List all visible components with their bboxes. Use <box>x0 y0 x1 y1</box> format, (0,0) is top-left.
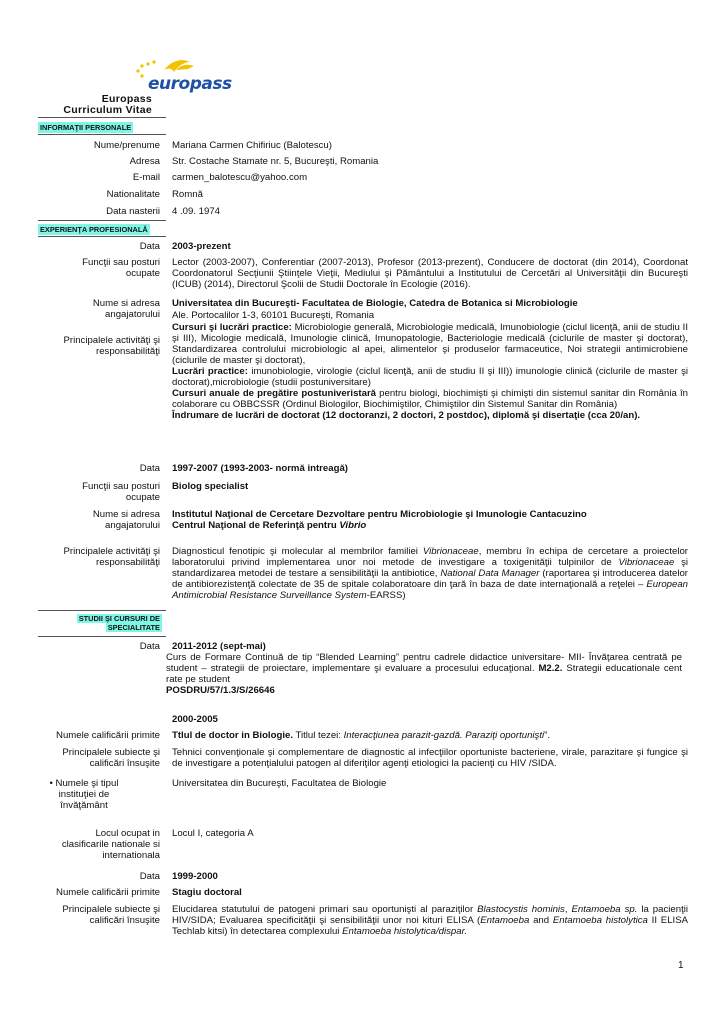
date-label: Data <box>139 463 160 474</box>
divider <box>38 220 166 221</box>
subjects-value: Tehnici convenţionale şi complementare de diagnostic al infecţiilor oportuniste bacteriene, virale, parazitare şi fungice şi de investigare a potenţialului patogen al diferiţilor agenţi etiologici la pacienţi cu HIV /SIDA. <box>172 747 688 769</box>
divider <box>38 134 166 135</box>
institution-value: Universitatea din Bucureşti, Facultatea de Biologie <box>172 778 387 789</box>
section-personal: INFORMAŢII PERSONALE <box>40 123 132 132</box>
divider <box>38 636 166 637</box>
date-label: Data <box>139 241 160 252</box>
job-date: 2003-prezent <box>172 241 231 252</box>
job-function: Lector (2003-2007), Conferentiar (2007-2013), Profesor (2013-prezent), Conducere de doctorat (din 2014), Coordonat Coordonatorul Secţiunii Ştiinţele Vieţii, Mediului şi Pământului a Institutului de Cercetări al Universităţii din Bucureşti (ICUB) (2014), Directorul Şcolii de Studii Doctorale în Ecologie (2016). <box>172 257 688 290</box>
job-activities: Diagnosticul fenotipic şi molecular al membrilor familiei Vibrionaceae, membru în echipa de cercetare a proiectelor laboratorului privind implementarea unor noi metode de investigare a toxigenităţii tulpinilor de Vibrionaceae şi standardizarea metodei de testare a sensibilităţii la antibiotice, National Data Manager (raportarea şi introducerea datelor de antibiorezistenţă colectate de 35 de spitale colaboratoare din ţară în baza de date internaţională a reţelei – European Antimicrobial Resistance Surveillance System-EARSS) <box>172 546 689 601</box>
divider <box>38 610 166 611</box>
section-studies: STUDII ŞI CURSURI DE SPECIALITATE <box>78 614 160 632</box>
birth-label: Data nasterii <box>106 206 160 217</box>
qualification-value: Ttlul de doctor in Biologie. Titlul tezei: Interacţiunea parazit-gazdă. Paraziţi oportunişti”. <box>172 730 551 741</box>
email-label: E-mail <box>132 172 160 183</box>
job-date: 1997-2007 (1993-2003- normă intreagă) <box>172 463 348 474</box>
page-number: 1 <box>678 960 684 971</box>
address-label: Adresa <box>129 156 160 167</box>
name-value: Mariana Carmen Chifiriuc (Balotescu) <box>172 140 332 151</box>
institution-label: • Numele şi tipul instituţiei de învăţământ <box>49 778 119 811</box>
subjects-value: Elucidarea statutului de patogeni primari sau oportunişti al paraziţilor Blastocystis hominis, Entamoeba sp. la pacienţii HIV/SIDA; Evaluarea specificităţii şi sensibilităţii unor noi kituri ELISA (Entamoeba and Entamoeba histolytica II ELISA Techlab kitsi) în detectarea complexului Entamoeba histolytica/dispar. <box>172 904 689 937</box>
job-employer-address: Ale. Portocalilor 1-3, 60101 Bucureşti, Romania <box>172 310 375 321</box>
activities-label: Principalele activităţi şi responsabilităţi <box>63 335 160 357</box>
ranking-label: Locul ocupat in clasificarile nationale si internationala <box>61 828 160 861</box>
function-label: Funcţii sau posturi ocupate <box>82 257 160 279</box>
address-value: Str. Costache Stamate nr. 5, Bucureşti, Romania <box>172 156 379 167</box>
qualification-value: Stagiu doctoral <box>172 887 242 898</box>
name-label: Nume/prenume <box>93 140 160 151</box>
study-date: 2000-2005 <box>172 714 218 725</box>
activities-label: Principalele activităţi şi responsabilităţi <box>63 546 160 568</box>
ranking-value: Locul I, categoria A <box>172 828 254 839</box>
qualification-label: Numele calificării primite <box>56 730 160 741</box>
qualification-label: Numele calificării primite <box>56 887 160 898</box>
job-activities: Cursuri şi lucrări practice: Microbiologie generală, Microbiologie medicală, Imunobiologie (ciclul licenţă, anii de studiu II şi III), Micologie medicală, Imunologie clinică, Imunopatologie, Bacteriologie medicală (ciclurile de master şi doctorat), Standardizarea controlului microbiologic al apei, alimentelor şi produselor farmaceutice, Noi strategii antimicrobiene (ciclurile de master şi doctorat), Lucrări practice: imunobiologie, virologie (ciclul licenţă, anii de studiu II şi III)) imunologie clinică (ciclurile de master şi doctorat),microbiologie (studii postuniversitare) Cursuri anuale de pregătire postuniveristară pentru biologi, biochimişti şi chimişti din sistemul sanitar din România în colaborare cu OBBCSSR (Ordinul Biologilor, Biochimiştilor, Chimiştilor din Sistemul Sanitar din România) Îndrumare de lucrări de doctorat (12 doctoranzi, 2 doctori, 2 postdoc), diplomă şi disertaţie (cca 20/an). <box>172 322 689 421</box>
brand-europass: Europass <box>101 93 152 105</box>
brand-cv: Curriculum Vitae <box>63 104 152 116</box>
date-label: Data <box>139 641 160 652</box>
nationality-value: Romnă <box>172 189 203 200</box>
job-employer: Institutul Naţional de Cercetare Dezvoltare pentru Microbiologie şi Imunologie Cantacuzino Centrul Naţional de Referinţă pentru Vibrio <box>172 509 587 531</box>
function-label: Funcţii sau posturi ocupate <box>82 481 160 503</box>
employer-label: Nume si adresa angajatorului <box>92 298 160 320</box>
divider <box>38 236 166 237</box>
subjects-label: Principalele subiecte şi calificări însuşite <box>62 747 160 769</box>
study-date: 2011-2012 (sept-mai) <box>172 641 266 652</box>
nationality-label: Nationalitate <box>106 189 160 200</box>
job-employer: Universitatea din Bucureşti- Facultatea de Biologie, Catedra de Botanica si Microbiologie <box>172 298 578 309</box>
logo-wordmark: europass <box>148 74 232 94</box>
divider <box>38 117 166 118</box>
employer-label: Nume si adresa angajatorului <box>92 509 160 531</box>
birth-value: 4 .09. 1974 <box>172 206 221 217</box>
job-function: Biolog specialist <box>172 481 249 492</box>
email-value[interactable]: carmen_balotescu@yahoo.com <box>172 172 308 183</box>
date-label: Data <box>139 871 160 882</box>
section-experience: EXPERIENŢA PROFESIONALĂ <box>40 225 148 234</box>
study-description: Curs de Formare Continuă de tip “Blended Learning” pentru cadrele didactice universitare- MII- Învăţarea centrată pe student – strategii de proiectare, implementare şi evaluare a procesului educaţional. M2.2. Strategii educationale cent rate pe student POSDRU/57/1.3/S/26646 <box>166 652 683 696</box>
study-date: 1999-2000 <box>172 871 218 882</box>
subjects-label: Principalele subiecte şi calificări însuşite <box>62 904 160 926</box>
